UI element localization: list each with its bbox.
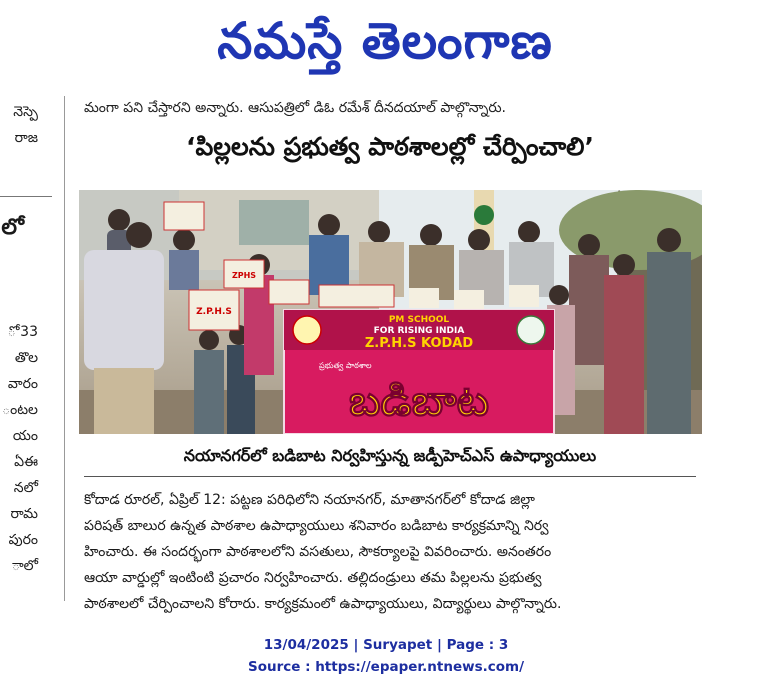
banner-small-text: ప్రభుత్వ పాఠశాల [319,361,372,370]
article-body [84,487,704,617]
left-col-line: రామ [10,506,38,522]
banner-main-text: బడిబాట [348,376,490,425]
body-line: హించారు. ఈ సందర్భంగా పాఠశాలలోని వసతులు, సౌకర్యాలపై వివరించారు. అనంతరం [84,544,552,560]
left-col-line: పురం [8,532,38,548]
placard-label: Z.P.H.S [196,307,232,317]
masthead-logo: నమస్తే తెలంగాణ [217,12,553,70]
page-footer [0,634,772,678]
body-line: ఆయా వార్డుల్లో ఇంటింటి ప్రచారం నిర్వహించారు. తల్లిదండ్రులు తమ పిల్లలను ప్రభుత్వ [84,570,542,586]
left-col-line: రాజ [14,130,38,146]
banner-line-3: Z.P.H.S KODAD [364,336,474,351]
left-col-line: తొల [14,350,38,366]
left-col-divider [0,196,52,197]
placard-label-2: ZPHS [231,271,257,280]
caption-divider [84,476,696,477]
left-col-line: ో 33 [7,324,38,340]
body-line: కోదాడ రూరల్, ఏప్రిల్ 12: పట్టణ పరిధిలోని నయానగర్, మాతానగర్‌లో కోదాడ జిల్లా [84,492,535,508]
left-col-line: యం [12,428,38,444]
left-col-line: ాలో [11,558,38,574]
previous-article-tail: మంగా పని చేస్తారని అన్నారు. ఆసుపత్రిలో డిఓ రమేశ్ దీనదయాల్ పాల్గొన్నారు. [84,100,506,116]
article-photo [79,190,702,434]
banner-line-1: PM SCHOOL [388,315,450,325]
photo-illustration [79,190,702,434]
left-col-line: నెస్పె [13,104,38,120]
left-col-line: నలో [13,480,38,496]
left-col-line: ఏఈ [14,454,38,470]
body-line: పాఠశాలలో చేర్పించాలని కోరారు. కార్యక్రమంలో ఉపాధ్యాయులు, విద్యార్థులు పాల్గొన్నారు. [84,596,562,612]
article-headline: ‘పిల్లలను ప్రభుత్వ పాఠశాలల్లో చేర్పించాలి’ [185,132,595,161]
footer-source-link[interactable]: Source : https://epaper.ntnews.com/ [247,659,525,675]
left-col-line: ంటల [2,402,38,418]
photo-caption: నయానగర్‌లో బడిబాట నిర్వహిస్తున్న జడ్పీహెచ్ఎస్ ఉపాధ్యాయులు [183,446,597,465]
left-col-heading: లో [1,215,24,240]
body-line: పరిషత్ బాలుర ఉన్నత పాఠశాల ఉపాధ్యాయులు శనివారం బడిబాట కార్యక్రమాన్ని నిర్వ [84,518,549,534]
banner-line-2: FOR RISING INDIA [373,326,465,336]
left-adjacent-column [0,96,50,596]
left-col-line: వారం [7,376,38,392]
footer-date-line: 13/04/2025 | Suryapet | Page : 3 [263,637,509,653]
column-divider [64,96,65,601]
